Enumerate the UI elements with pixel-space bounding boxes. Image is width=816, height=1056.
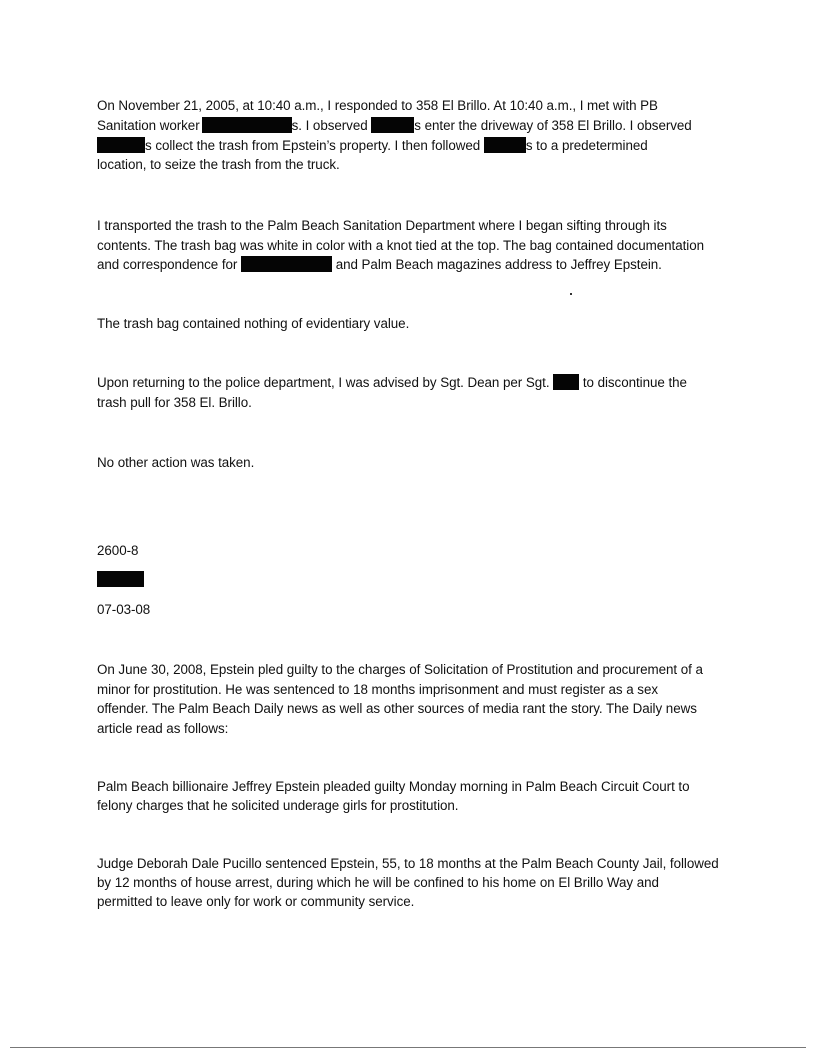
redaction-bar (97, 137, 145, 153)
paragraph-6-line-4 (97, 719, 228, 738)
text: Upon returning to the police department, I was advised by Sgt. Dean per Sgt. (97, 375, 550, 390)
paragraph-3 (97, 314, 409, 333)
text: location, to seize the trash from the truck. (97, 157, 340, 172)
paragraph-1-line-2 (97, 116, 692, 135)
text: minor for prostitution. He was sentenced to 18 months imprisonment and must register as a sex (97, 682, 658, 697)
text: I transported the trash to the Palm Beach Sanitation Department where I began sifting through its (97, 218, 667, 233)
paragraph-4-line-2 (97, 393, 252, 412)
paragraph-4-line-1 (97, 373, 687, 392)
paragraph-8-line-3 (97, 892, 414, 911)
text: article read as follows: (97, 721, 229, 736)
page-bottom-rule (10, 1047, 806, 1048)
paragraph-1-line-1 (97, 96, 658, 115)
paragraph-6-line-1 (97, 660, 703, 679)
text: s. I observed (291, 118, 368, 133)
officer-id (97, 541, 138, 560)
paragraph-7-line-2 (97, 796, 458, 815)
text: and Palm Beach magazines address to Jeffrey Epstein. (335, 257, 662, 272)
paragraph-1-line-3 (97, 136, 648, 155)
text: Judge Deborah Dale Pucillo sentenced Epstein, 55, to 18 months at the Palm Beach County Jail, followed (97, 856, 719, 871)
redaction-bar (202, 117, 292, 133)
text: s to a predetermined (525, 138, 648, 153)
text: On November 21, 2005, at 10:40 a.m., I responded to 358 El Brillo. At 10:40 a.m., I met with PB (97, 98, 658, 113)
redacted-signature (97, 571, 144, 587)
paragraph-1-line-4 (97, 155, 340, 174)
paragraph-6-line-2 (97, 680, 658, 699)
text: to discontinue the (582, 375, 687, 390)
text: On June 30, 2008, Epstein pled guilty to the charges of Solicitation of Prostitution and procurement of a (97, 662, 703, 677)
text: 2600-8 (97, 543, 139, 558)
redaction-bar (484, 137, 526, 153)
text: No other action was taken. (97, 455, 255, 470)
redaction-bar (371, 117, 414, 133)
text: Sanitation worker (97, 118, 200, 133)
text: The trash bag contained nothing of evidentiary value. (97, 316, 410, 331)
paragraph-8-line-2 (97, 873, 659, 892)
redaction-bar (241, 256, 332, 272)
paragraph-5 (97, 453, 254, 472)
text: s enter the driveway of 358 El Brillo. I observed (414, 118, 692, 133)
paragraph-2-line-1 (97, 216, 667, 235)
paragraph-7-line-1 (97, 777, 689, 796)
text: permitted to leave only for work or community service. (97, 894, 415, 909)
stray-mark (570, 293, 572, 295)
text: contents. The trash bag was white in color with a knot tied at the top. The bag contained documentation (97, 238, 704, 253)
entry-date (97, 600, 150, 619)
text: trash pull for 358 El. Brillo. (97, 395, 252, 410)
text: and correspondence for (97, 257, 238, 272)
redaction-bar (553, 374, 579, 390)
paragraph-2-line-3 (97, 255, 662, 274)
paragraph-6-line-3 (97, 699, 697, 718)
text: 07-03-08 (97, 602, 151, 617)
text: offender. The Palm Beach Daily news as well as other sources of media rant the story. The Daily news (97, 701, 697, 716)
paragraph-8-line-1 (97, 854, 719, 873)
text: s collect the trash from Epstein’s property. I then followed (145, 138, 481, 153)
text: felony charges that he solicited underage girls for prostitution. (97, 798, 459, 813)
paragraph-2-line-2 (97, 236, 704, 255)
text: Palm Beach billionaire Jeffrey Epstein pleaded guilty Monday morning in Palm Beach Circuit Court to (97, 779, 690, 794)
text: by 12 months of house arrest, during which he will be confined to his home on El Brillo Way and (97, 875, 659, 890)
